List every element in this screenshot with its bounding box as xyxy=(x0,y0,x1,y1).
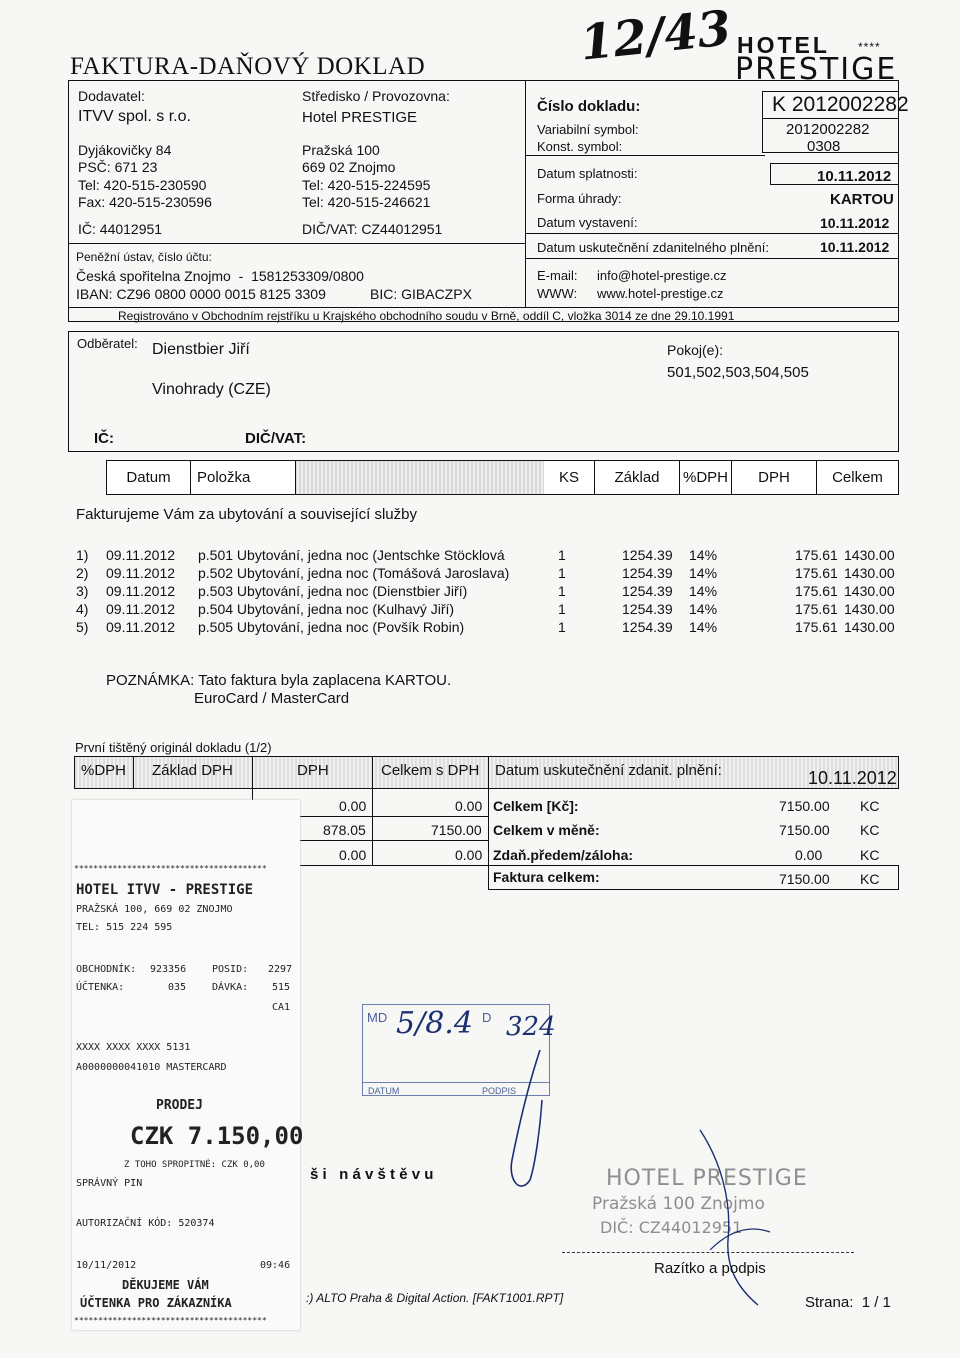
doc-pay-label: Forma úhrady: xyxy=(537,191,622,206)
hotel-logo-brand: PRESTIGE xyxy=(735,52,898,87)
table-row xyxy=(76,565,896,583)
receipt-auth: AUTORIZAČNÍ KÓD: 520374 xyxy=(76,1218,215,1229)
total-label: Zdaň.předem/záloha: xyxy=(493,847,634,863)
customer-address: Vinohrady (CZE) xyxy=(152,381,271,398)
doc-taxable-label: Datum uskutečnění zdanitelného plnění: xyxy=(537,240,769,255)
doc-vs: 2012002282 xyxy=(786,121,870,138)
receipt-address: PRAŽSKÁ 100, 669 02 ZNOJMO xyxy=(76,904,233,915)
stamp-podpis-label: PODPIS xyxy=(482,1086,517,1096)
row-vat-pct: 14% xyxy=(689,601,718,617)
col-celkem: Celkem xyxy=(817,461,898,494)
doc-www-label: WWW: xyxy=(537,286,578,301)
total-value: 7150.00 xyxy=(779,822,830,838)
summary-col-sep xyxy=(372,756,373,866)
card-receipt xyxy=(72,800,304,1330)
doc-email: info@hotel-prestige.cz xyxy=(597,268,727,283)
center-tel2: Tel: 420-515-246621 xyxy=(302,194,431,210)
receipt-account: 035 xyxy=(168,982,187,993)
table-row xyxy=(76,619,896,637)
col-dph: DPH xyxy=(732,461,817,494)
col-pct-dph: %DPH xyxy=(680,461,732,494)
receipt-merchant: 923356 xyxy=(150,964,187,975)
stamp-d-label: D xyxy=(482,1010,492,1025)
customer-name: Dienstbier Jiří xyxy=(152,341,250,358)
table-row xyxy=(76,547,896,565)
receipt-thanks: DĚKUJEME VÁM xyxy=(122,1278,209,1292)
row-date: 09.11.2012 xyxy=(106,547,176,563)
row-vat-pct: 14% xyxy=(689,547,718,563)
row-vat: 175.61 xyxy=(795,583,838,599)
vat-row-dph: 0.00 xyxy=(339,847,367,863)
receipt-tip: Z TOHO SPROPITNÉ: CZK 0,00 xyxy=(124,1160,265,1170)
invoice-total-value: 7150.00 xyxy=(779,871,830,887)
row-ks: 1 xyxy=(558,565,566,581)
col-ks: KS xyxy=(544,461,595,494)
row-text: p.501 Ubytování, jedna noc (Jentschke Stöcklová xyxy=(198,547,505,563)
software-credit: :) ALTO Praha & Digital Action. [FAKT1001.RPT] xyxy=(306,1291,564,1305)
row-vat-pct: 14% xyxy=(689,565,718,581)
summary-h-pct: %DPH xyxy=(81,762,127,779)
page-number: Strana: 1 / 1 xyxy=(805,1294,891,1311)
row-total: 1430.00 xyxy=(844,583,895,599)
doc-issued: 10.11.2012 xyxy=(820,215,890,231)
rooms-label: Pokoj(e): xyxy=(667,342,724,358)
row-total: 1430.00 xyxy=(844,601,895,617)
invoice-total-label: Faktura celkem: xyxy=(493,869,600,885)
table-row xyxy=(76,601,896,619)
row-base: 1254.39 xyxy=(622,583,673,599)
center-name: Hotel PRESTIGE xyxy=(302,109,418,126)
bank-label: Peněžní ústav, číslo účtu: xyxy=(76,250,212,264)
row-vat-pct: 14% xyxy=(689,583,718,599)
receipt-posid-label: POSID: xyxy=(212,964,249,975)
total-label: Celkem [Kč]: xyxy=(493,798,579,814)
row-ks: 1 xyxy=(558,601,566,617)
summary-taxable-label: Datum uskutečnění zdanit. plnění: xyxy=(495,762,722,779)
summary-taxable: 10.11.2012 xyxy=(808,768,897,788)
header-divider-registry xyxy=(68,307,899,308)
stamp-signature-label: Razítko a podpis xyxy=(654,1260,766,1277)
row-ks: 1 xyxy=(558,619,566,635)
doc-number-label: Číslo dokladu: xyxy=(537,98,641,115)
receipt-merchant-label: OBCHODNÍK: xyxy=(76,964,137,975)
supplier-psc: PSČ: 671 23 xyxy=(78,159,158,175)
row-text: p.503 Ubytování, jedna noc (Dienstbier Jiří) xyxy=(198,583,468,599)
row-no: 3) xyxy=(76,583,89,599)
receipt-stars-top: **************************************** xyxy=(74,864,267,873)
receipt-batch: 515 xyxy=(272,982,291,993)
doc-www: www.hotel-prestige.cz xyxy=(597,286,724,301)
summary-h-total: Celkem s DPH xyxy=(381,762,480,779)
row-base: 1254.39 xyxy=(622,601,673,617)
doc-pay: KARTOU xyxy=(830,191,894,208)
receipt-title: HOTEL ITVV - PRESTIGE xyxy=(76,882,254,898)
col-zaklad: Základ xyxy=(595,461,680,494)
row-date: 09.11.2012 xyxy=(106,565,176,581)
row-date: 09.11.2012 xyxy=(106,619,176,635)
bank-bic: BIC: GIBACZPX xyxy=(370,286,472,302)
center-city: 669 02 Znojmo xyxy=(302,159,396,175)
doc-due: 10.11.2012 xyxy=(817,168,892,185)
doc-issued-label: Datum vystavení: xyxy=(537,215,638,230)
row-text: p.505 Ubytování, jedna noc (Povšík Robin) xyxy=(198,619,465,635)
receipt-time: 09:46 xyxy=(260,1260,291,1271)
hotel-logo-stars: **** xyxy=(858,40,881,54)
bank-account: Česká spořitelna Znojmo - 1581253309/0800 xyxy=(76,268,364,284)
receipt-posid: 2297 xyxy=(268,964,293,975)
vat-row-total: 0.00 xyxy=(455,798,483,814)
visit-text: š i n á v š t ě v u xyxy=(310,1166,434,1183)
row-no: 4) xyxy=(76,601,89,617)
doc-number-box-divider xyxy=(762,118,899,119)
col-polozka: Položka xyxy=(191,461,296,494)
row-no: 5) xyxy=(76,619,89,635)
row-date: 09.11.2012 xyxy=(106,583,176,599)
vat-row-dph: 878.05 xyxy=(323,822,366,838)
row-no: 1) xyxy=(76,547,89,563)
receipt-aid: A0000000041010 MASTERCARD xyxy=(76,1062,227,1073)
handwritten-number: 12/43 xyxy=(577,0,734,72)
payment-note-cards: EuroCard / MasterCard xyxy=(194,690,350,707)
doc-divider-3 xyxy=(525,258,899,259)
receipt-stars-bottom: **************************************** xyxy=(74,1316,267,1325)
stamp-hotel-dic: DIČ: CZ44012951 xyxy=(600,1218,743,1237)
stamp-hotel-name: HOTEL PRESTIGE xyxy=(606,1166,808,1191)
customer-label: Odběratel: xyxy=(77,336,138,351)
total-label: Celkem v měně: xyxy=(493,822,600,838)
col-datum: Datum xyxy=(107,461,191,494)
supplier-fax: Fax: 420-515-230596 xyxy=(78,194,212,210)
vat-row-total: 7150.00 xyxy=(431,822,482,838)
supplier-street: Dyjákovičky 84 xyxy=(78,142,172,158)
bank-iban: IBAN: CZ96 0800 0000 0015 8125 3309 xyxy=(76,286,326,302)
row-total: 1430.00 xyxy=(844,619,895,635)
receipt-tel: TEL: 515 224 595 xyxy=(76,922,173,933)
invoice-title: FAKTURA-DAŇOVÝ DOKLAD xyxy=(70,53,426,80)
center-dic: DIČ/VAT: CZ44012951 xyxy=(302,221,443,237)
customer-ic-label: IČ: xyxy=(94,430,114,447)
stamp-hotel-street: Pražská 100 Znojmo xyxy=(592,1194,765,1214)
row-no: 2) xyxy=(76,565,89,581)
receipt-amount: CZK 7.150,00 xyxy=(130,1122,304,1150)
supplier-ic: IČ: 44012951 xyxy=(78,221,163,237)
doc-due-label: Datum splatnosti: xyxy=(537,166,638,181)
items-table-header xyxy=(106,460,899,495)
receipt-account-label: ÚČTENKA: xyxy=(76,982,125,993)
row-vat: 175.61 xyxy=(795,619,838,635)
row-ks: 1 xyxy=(558,583,566,599)
hotel-logo-word: HOTEL xyxy=(737,32,830,58)
row-base: 1254.39 xyxy=(622,619,673,635)
row-vat: 175.61 xyxy=(795,601,838,617)
rooms-value: 501,502,503,504,505 xyxy=(667,364,809,381)
total-value: 7150.00 xyxy=(779,798,830,814)
total-currency: KC xyxy=(860,847,880,863)
row-total: 1430.00 xyxy=(844,547,895,563)
total-currency: KC xyxy=(860,798,880,814)
doc-ks: 0308 xyxy=(807,138,841,155)
summary-h-base: Základ DPH xyxy=(152,762,233,779)
header-divider-bank xyxy=(68,243,525,244)
total-value: 0.00 xyxy=(795,847,823,863)
stamp-d-handwritten: 324 xyxy=(506,1012,556,1042)
supplier-label: Dodavatel: xyxy=(78,88,145,104)
supplier-tel: Tel: 420-515-230590 xyxy=(78,177,207,193)
header-divider-vertical xyxy=(525,80,526,308)
row-vat: 175.61 xyxy=(795,565,838,581)
stamp-md-label: MD xyxy=(367,1010,388,1025)
row-date: 09.11.2012 xyxy=(106,601,176,617)
stamp-datum-label: DATUM xyxy=(368,1086,400,1096)
supplier-name: ITVV spol. s r.o. xyxy=(78,108,191,125)
row-ks: 1 xyxy=(558,547,566,563)
receipt-customer-copy: ÚČTENKA PRO ZÁKAZNÍKA xyxy=(80,1296,232,1310)
row-text: p.504 Ubytování, jedna noc (Kulhavý Jiří) xyxy=(198,601,455,617)
stamp-signature xyxy=(680,1120,790,1310)
doc-divider-1 xyxy=(525,155,765,156)
doc-email-label: E-mail: xyxy=(537,268,578,283)
total-currency: KC xyxy=(860,822,880,838)
vat-row-dph: 0.00 xyxy=(339,798,367,814)
receipt-card: XXXX XXXX XXXX 5131 xyxy=(76,1042,191,1053)
row-vat: 175.61 xyxy=(795,547,838,563)
receipt-sale: PRODEJ xyxy=(156,1098,203,1113)
doc-divider-2 xyxy=(525,233,899,234)
customer-dic-label: DIČ/VAT: xyxy=(245,430,307,447)
row-base: 1254.39 xyxy=(622,547,673,563)
center-street: Pražská 100 xyxy=(302,142,380,158)
receipt-cai: CA1 xyxy=(272,1002,291,1013)
receipt-batch-label: DÁVKA: xyxy=(212,982,249,993)
original-label: První tištěný originál dokladu (1/2) xyxy=(75,740,272,755)
doc-taxable: 10.11.2012 xyxy=(820,239,890,255)
receipt-date: 10/11/2012 xyxy=(76,1260,137,1271)
doc-number: K 2012002282 xyxy=(772,93,909,116)
stamp-md-handwritten: 5/8.4 xyxy=(396,1006,473,1041)
table-row xyxy=(76,583,896,601)
summary-h-dph: DPH xyxy=(297,762,329,779)
center-tel1: Tel: 420-515-224595 xyxy=(302,177,431,193)
registry-text: Registrováno v Obchodním rejstříku u Krajského obchodního soudu v Brně, oddíl C, vložka 3014 ze dne 29.10.1991 xyxy=(118,309,735,323)
row-base: 1254.39 xyxy=(622,565,673,581)
row-vat-pct: 14% xyxy=(689,619,718,635)
summary-col-sep xyxy=(133,756,134,789)
stamp-dashed-line xyxy=(562,1252,854,1253)
center-label: Středisko / Provozovna: xyxy=(302,88,450,104)
invoice-total-currency: KC xyxy=(860,871,880,887)
row-total: 1430.00 xyxy=(844,565,895,581)
vat-row-total: 0.00 xyxy=(455,847,483,863)
payment-note: POZNÁMKA: Tato faktura byla zaplacena KARTOU. xyxy=(106,672,452,689)
items-intro: Fakturujeme Vám za ubytování a související služby xyxy=(76,506,417,523)
doc-vs-label: Variabilní symbol: xyxy=(537,122,639,137)
row-text: p.502 Ubytování, jedna noc (Tomášová Jaroslava) xyxy=(198,565,510,581)
receipt-pin: SPRÁVNÝ PIN xyxy=(76,1178,143,1189)
doc-ks-label: Konst. symbol: xyxy=(537,139,623,154)
